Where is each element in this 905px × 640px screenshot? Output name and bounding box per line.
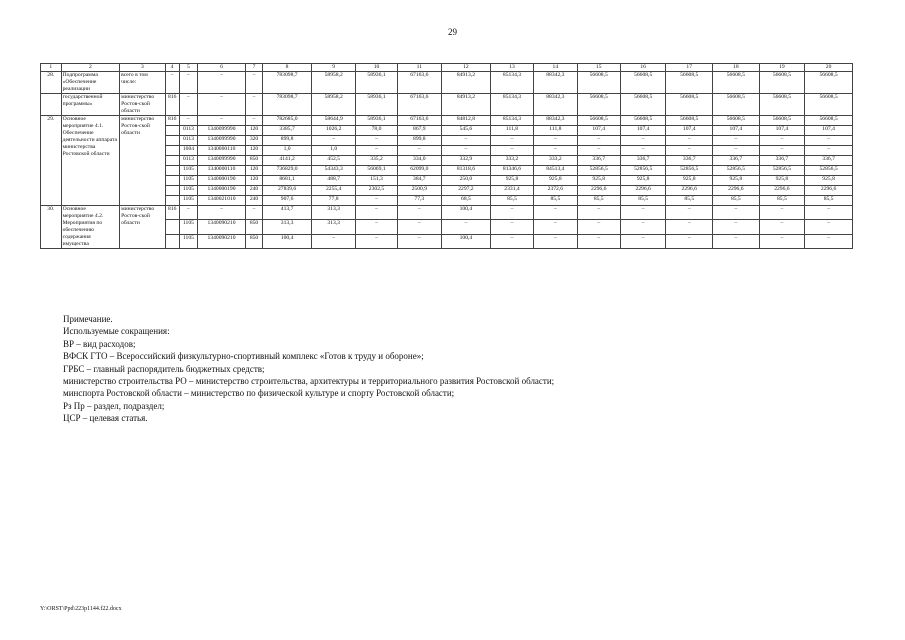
table-cell: 336,7 xyxy=(713,155,760,165)
table-cell: – xyxy=(356,135,397,145)
table-cell: – xyxy=(397,220,441,234)
table-cell: – xyxy=(490,135,533,145)
notes-subtitle: Используемые сокращения: xyxy=(63,326,170,337)
table-cell: 816 xyxy=(165,93,179,115)
table-cell: 1105 xyxy=(179,165,197,175)
activity-name: Основное мероприятие 4.2. Мероприятия по обеспечению содержания имущества xyxy=(61,205,120,248)
table-cell: 107,4 xyxy=(666,125,713,135)
header-cell: 11 xyxy=(397,64,441,72)
header-row xyxy=(41,64,853,72)
table-cell: – xyxy=(620,205,666,219)
table-cell: – xyxy=(356,195,397,205)
table-cell: 850 xyxy=(245,234,262,248)
table-cell: 85,5 xyxy=(620,195,666,205)
table-cell: 111,8 xyxy=(490,125,533,135)
table-cell: – xyxy=(245,115,262,125)
table-cell: 907,6 xyxy=(263,195,312,205)
table-cell: 56608,5 xyxy=(805,115,853,125)
table-cell: – xyxy=(442,145,491,155)
table-cell: 56608,5 xyxy=(666,72,713,94)
table-cell: – xyxy=(198,93,246,115)
table-cell: – xyxy=(245,72,262,94)
table-cell: 56608,5 xyxy=(666,93,713,115)
table-cell: 120 xyxy=(245,175,262,185)
table-cell: – xyxy=(356,205,397,219)
table-cell: – xyxy=(666,205,713,219)
table-cell: 1340000110 xyxy=(198,165,246,175)
table-cell: – xyxy=(759,135,805,145)
table-body xyxy=(41,64,853,249)
table-cell: 333,2 xyxy=(534,155,577,165)
header-cell: 12 xyxy=(442,64,491,72)
table-cell: – xyxy=(713,234,760,248)
table-cell: 2296,6 xyxy=(713,185,760,195)
table-cell: 1340099990 xyxy=(198,135,246,145)
table-cell: 925,8 xyxy=(577,175,620,185)
table-cell: 1105 xyxy=(179,185,197,195)
table-cell: – xyxy=(666,234,713,248)
table-cell: – xyxy=(534,205,577,219)
header-cell: 2 xyxy=(61,64,120,72)
table-cell: – xyxy=(759,234,805,248)
table-cell: 85,5 xyxy=(534,195,577,205)
table-cell: 1105 xyxy=(179,234,197,248)
table-cell: 899,8 xyxy=(263,135,312,145)
table-cell: – xyxy=(620,220,666,234)
table-cell: 2296,6 xyxy=(666,185,713,195)
table-cell: – xyxy=(534,234,577,248)
table-cell: 899,8 xyxy=(397,135,441,145)
table-cell: – xyxy=(577,205,620,219)
table-cell: 100,4 xyxy=(442,205,491,219)
table-cell: – xyxy=(356,234,397,248)
table-row xyxy=(41,115,853,125)
table-cell: 413,7 xyxy=(263,205,312,219)
table-cell: – xyxy=(805,205,853,219)
table-cell: 88342,3 xyxy=(534,115,577,125)
table-cell: 56608,5 xyxy=(805,72,853,94)
table-cell: 1105 xyxy=(179,195,197,205)
table-cell: 336,7 xyxy=(620,155,666,165)
table-row xyxy=(41,93,853,115)
table-cell: 58936,1 xyxy=(356,115,397,125)
note-item: ВФСК ГТО – Всероссийский физкультурно-спортивный комплекс «Готов к труду и обороне»; xyxy=(63,351,424,362)
header-cell: 1 xyxy=(41,64,62,72)
table-cell: 85,5 xyxy=(577,195,620,205)
note-item: минспорта Ростовской области – министерство по физической культуре и спорту Ростовской области; xyxy=(63,388,455,399)
executor-name: министерство Ростов-ской области xyxy=(120,205,166,248)
table-cell: 88342,3 xyxy=(534,93,577,115)
header-cell: 18 xyxy=(713,64,760,72)
table-cell: 151,3 xyxy=(356,175,397,185)
table-cell: 336,7 xyxy=(805,155,853,165)
table-cell: 2296,6 xyxy=(805,185,853,195)
table-cell: 867,9 xyxy=(397,125,441,135)
table-cell: 384,7 xyxy=(397,175,441,185)
table-cell: 107,4 xyxy=(620,125,666,135)
table-cell: – xyxy=(179,205,197,219)
table-cell: 850 xyxy=(245,220,262,234)
table-cell: – xyxy=(666,135,713,145)
table-cell: – xyxy=(620,234,666,248)
table-cell: 8681,1 xyxy=(263,175,312,185)
table-cell: 107,4 xyxy=(577,125,620,135)
table-cell: 67163,6 xyxy=(397,115,441,125)
notes-section xyxy=(63,313,863,425)
table-cell: 1340099990 xyxy=(198,125,246,135)
table-cell: – xyxy=(442,135,491,145)
row-number: 29. xyxy=(41,115,62,205)
table-cell: – xyxy=(490,220,533,234)
table-cell: – xyxy=(397,145,441,155)
header-cell: 15 xyxy=(577,64,620,72)
table-cell: 81346,6 xyxy=(490,165,533,175)
table-cell: 111,8 xyxy=(534,125,577,135)
table-cell: 77,8 xyxy=(311,195,355,205)
table-cell: 78,0 xyxy=(356,125,397,135)
table-cell xyxy=(165,145,179,155)
table-cell xyxy=(165,125,179,135)
program-name: Подпрограмма «Обеспечение реализации xyxy=(61,72,120,94)
table-cell: 1004 xyxy=(179,145,197,155)
table-cell: 240 xyxy=(245,185,262,195)
table-cell: 816 xyxy=(165,115,179,125)
table-cell: 1340000190 xyxy=(198,185,246,195)
table-cell: 56608,5 xyxy=(759,72,805,94)
table-cell: 85,5 xyxy=(713,195,760,205)
table-cell: 2302,5 xyxy=(356,185,397,195)
table-cell: 56608,5 xyxy=(713,72,760,94)
table-cell: 336,7 xyxy=(577,155,620,165)
table-cell: – xyxy=(356,220,397,234)
table-cell: 925,8 xyxy=(713,175,760,185)
table-cell: 120 xyxy=(245,145,262,155)
table-cell: – xyxy=(442,220,491,234)
table-cell: 56608,5 xyxy=(620,115,666,125)
table-cell: 56608,5 xyxy=(620,93,666,115)
table-cell xyxy=(165,165,179,175)
table-cell: – xyxy=(759,205,805,219)
header-cell: 10 xyxy=(356,64,397,72)
table-cell: 1340021010 xyxy=(198,195,246,205)
table-cell: 62099,0 xyxy=(397,165,441,175)
table-cell: – xyxy=(198,72,246,94)
executor-name: всего в том числе: xyxy=(120,72,166,94)
note-item: ЦСР – целевая статья. xyxy=(63,413,148,424)
table-cell xyxy=(165,175,179,185)
table-cell: 52856,5 xyxy=(713,165,760,175)
table-cell: 77,3 xyxy=(397,195,441,205)
table-cell: 85134,3 xyxy=(490,72,533,94)
table-cell: 336,7 xyxy=(759,155,805,165)
header-cell: 5 xyxy=(179,64,197,72)
table-cell: 56069,1 xyxy=(356,165,397,175)
table-cell: 816 xyxy=(165,205,179,219)
table-cell: – xyxy=(311,135,355,145)
table-cell: 2372,6 xyxy=(534,185,577,195)
table-cell: 52856,5 xyxy=(805,165,853,175)
table-cell: – xyxy=(490,205,533,219)
table-cell: 925,8 xyxy=(666,175,713,185)
header-cell: 14 xyxy=(534,64,577,72)
table-cell: 850 xyxy=(245,155,262,165)
table-cell: – xyxy=(805,135,853,145)
header-cell: 9 xyxy=(311,64,355,72)
table-cell: 1340000190 xyxy=(198,175,246,185)
table-cell xyxy=(165,185,179,195)
table-cell: – xyxy=(666,145,713,155)
executor-name: министерство Ростов-ской области xyxy=(120,93,166,115)
table-cell: 27839,6 xyxy=(263,185,312,195)
table-cell: 2331,4 xyxy=(490,185,533,195)
table-cell: 120 xyxy=(245,165,262,175)
table-cell: – xyxy=(179,93,197,115)
table-cell: 107,4 xyxy=(713,125,760,135)
table-cell: 58958,2 xyxy=(311,72,355,94)
table-cell: 85,5 xyxy=(805,195,853,205)
table-cell: 56608,5 xyxy=(759,93,805,115)
table-cell: 107,4 xyxy=(805,125,853,135)
table-row xyxy=(41,72,853,94)
table-cell: – xyxy=(620,135,666,145)
table-cell xyxy=(165,135,179,145)
table-cell: 2296,6 xyxy=(620,185,666,195)
table-cell: – xyxy=(620,145,666,155)
row-number: 30. xyxy=(41,205,62,248)
table-cell: 2255,4 xyxy=(311,185,355,195)
table-cell: 120 xyxy=(245,125,262,135)
table-cell: – xyxy=(165,72,179,94)
table-cell: 56608,5 xyxy=(713,115,760,125)
table-cell: 84913,2 xyxy=(442,93,491,115)
table-cell: 58644,9 xyxy=(311,115,355,125)
table-cell: – xyxy=(245,205,262,219)
table-cell: 2500,9 xyxy=(397,185,441,195)
table-row xyxy=(41,205,853,219)
table-cell: 0113 xyxy=(179,135,197,145)
table-cell: 250,0 xyxy=(442,175,491,185)
table-cell: 332,9 xyxy=(442,155,491,165)
table-cell: 58936,1 xyxy=(356,72,397,94)
table-cell: 58958,2 xyxy=(311,93,355,115)
header-cell: 16 xyxy=(620,64,666,72)
header-cell: 20 xyxy=(805,64,853,72)
table-cell: 56608,5 xyxy=(713,93,760,115)
table-cell: 2296,6 xyxy=(577,185,620,195)
table-cell: 100,4 xyxy=(263,234,312,248)
table-cell: 313,3 xyxy=(311,205,355,219)
table-cell: 925,8 xyxy=(534,175,577,185)
table-cell: 52856,5 xyxy=(620,165,666,175)
row-number xyxy=(41,93,62,115)
table-cell: 84913,2 xyxy=(442,72,491,94)
table-cell: 56608,5 xyxy=(620,72,666,94)
table-cell: 84812,8 xyxy=(442,115,491,125)
table-cell: 0113 xyxy=(179,155,197,165)
table-cell: – xyxy=(713,205,760,219)
table-cell: 488,7 xyxy=(311,175,355,185)
table-cell: 320 xyxy=(245,135,262,145)
table-cell: 56608,5 xyxy=(577,72,620,94)
table-cell: 54343,3 xyxy=(311,165,355,175)
table-cell: 88342,3 xyxy=(534,72,577,94)
note-item: министерство строительства РО – министерство строительства, архитектуры и территориального развития Ростовской области; xyxy=(63,376,555,387)
header-cell: 4 xyxy=(165,64,179,72)
table-cell: 335,2 xyxy=(356,155,397,165)
table-cell: – xyxy=(179,115,197,125)
table-cell: 4141,2 xyxy=(263,155,312,165)
budget-table xyxy=(40,63,853,249)
table-cell: 67163,6 xyxy=(397,72,441,94)
table-cell: 925,8 xyxy=(490,175,533,185)
table-cell: 107,4 xyxy=(759,125,805,135)
table-cell: 56608,5 xyxy=(805,93,853,115)
table-cell: 336,7 xyxy=(666,155,713,165)
table-cell: 783098,7 xyxy=(263,93,312,115)
table-cell: – xyxy=(356,145,397,155)
table-cell: 67163,6 xyxy=(397,93,441,115)
table-cell: 925,8 xyxy=(805,175,853,185)
table-cell: 1340000110 xyxy=(198,145,246,155)
table-cell: – xyxy=(534,220,577,234)
table-cell: – xyxy=(713,220,760,234)
table-cell: – xyxy=(666,220,713,234)
table-cell: 1340099990 xyxy=(198,155,246,165)
table-cell: – xyxy=(198,115,246,125)
table-cell: 1026,2 xyxy=(311,125,355,135)
table-cell: 783098,7 xyxy=(263,72,312,94)
table-cell: – xyxy=(577,220,620,234)
table-cell: 452,5 xyxy=(311,155,355,165)
table-cell: 85,5 xyxy=(490,195,533,205)
table-cell xyxy=(165,195,179,205)
table-cell: 85134,3 xyxy=(490,115,533,125)
table-cell: 313,3 xyxy=(311,220,355,234)
table-cell: 1340090210 xyxy=(198,234,246,248)
table-cell: 925,8 xyxy=(759,175,805,185)
note-item: ГРБС – главный распорядитель бюджетных средств; xyxy=(63,363,265,374)
program-name: государственной программы» xyxy=(61,93,120,115)
table-cell: – xyxy=(311,234,355,248)
table-cell xyxy=(165,155,179,165)
table-cell: – xyxy=(577,135,620,145)
note-item: ВР – вид расходов; xyxy=(63,338,136,349)
header-cell: 3 xyxy=(120,64,166,72)
table-cell: 1105 xyxy=(179,220,197,234)
table-cell: 52856,5 xyxy=(759,165,805,175)
table-cell: 81318,6 xyxy=(442,165,491,175)
table-cell: – xyxy=(759,145,805,155)
page-number: 29 xyxy=(448,27,457,37)
table-cell: 782685,0 xyxy=(263,115,312,125)
table-cell xyxy=(165,220,179,234)
table-cell: 68,5 xyxy=(442,195,491,205)
table-cell: 56608,5 xyxy=(577,115,620,125)
table-cell: 925,8 xyxy=(620,175,666,185)
table-cell: 333,2 xyxy=(490,155,533,165)
header-cell: 17 xyxy=(666,64,713,72)
table-cell xyxy=(165,234,179,248)
table-cell: – xyxy=(759,220,805,234)
header-cell: 6 xyxy=(198,64,246,72)
table-cell: – xyxy=(805,234,853,248)
table-cell: 58936,1 xyxy=(356,93,397,115)
table-cell: 52856,5 xyxy=(666,165,713,175)
table-cell: – xyxy=(179,72,197,94)
table-cell: 85,5 xyxy=(759,195,805,205)
table-cell: 1105 xyxy=(179,175,197,185)
table-cell: – xyxy=(198,205,246,219)
header-cell: 8 xyxy=(263,64,312,72)
table-cell: – xyxy=(490,145,533,155)
table-cell: 736829,0 xyxy=(263,165,312,175)
table-cell: – xyxy=(713,135,760,145)
table-cell: 85134,3 xyxy=(490,93,533,115)
table-cell: 85,5 xyxy=(666,195,713,205)
activity-name: Основное мероприятие 4.1. Обеспечение деятельности аппарата министерства Ростовской области xyxy=(61,115,120,205)
footer-file-path: Y:\ORST\Ppd\223p1144.f22.docx xyxy=(40,606,122,612)
table-cell: 2297,2 xyxy=(442,185,491,195)
header-cell: 7 xyxy=(245,64,262,72)
table-cell: 56608,5 xyxy=(577,93,620,115)
table-cell: 56608,5 xyxy=(759,115,805,125)
table-cell: – xyxy=(534,135,577,145)
table-cell: 1340090210 xyxy=(198,220,246,234)
table-cell: – xyxy=(534,145,577,155)
table-cell: 0113 xyxy=(179,125,197,135)
header-cell: 13 xyxy=(490,64,533,72)
table-cell: 56608,5 xyxy=(666,115,713,125)
executor-name: министерство Ростов-ской области xyxy=(120,115,166,205)
table-cell: 100,4 xyxy=(442,234,491,248)
table-cell: – xyxy=(397,205,441,219)
table-cell: 313,3 xyxy=(263,220,312,234)
table-cell: 1,0 xyxy=(311,145,355,155)
table-cell: – xyxy=(397,234,441,248)
table-cell: – xyxy=(713,145,760,155)
table-cell: 334,0 xyxy=(397,155,441,165)
table-cell: 84513,4 xyxy=(534,165,577,175)
row-number: 28. xyxy=(41,72,62,94)
table-cell: – xyxy=(805,220,853,234)
table-cell: – xyxy=(577,145,620,155)
table-cell: 545,6 xyxy=(442,125,491,135)
notes-title: Примечание. xyxy=(63,314,113,324)
note-item: Рз Пр – раздел, подраздел; xyxy=(63,400,165,411)
table-cell: 52856,5 xyxy=(577,165,620,175)
header-cell: 19 xyxy=(759,64,805,72)
table-cell: – xyxy=(490,234,533,248)
table-cell: – xyxy=(805,145,853,155)
table-cell: – xyxy=(245,93,262,115)
table-cell: 2296,6 xyxy=(759,185,805,195)
table-cell: – xyxy=(577,234,620,248)
table-cell: 3385,7 xyxy=(263,125,312,135)
table-cell: 1,0 xyxy=(263,145,312,155)
table-cell: 240 xyxy=(245,195,262,205)
